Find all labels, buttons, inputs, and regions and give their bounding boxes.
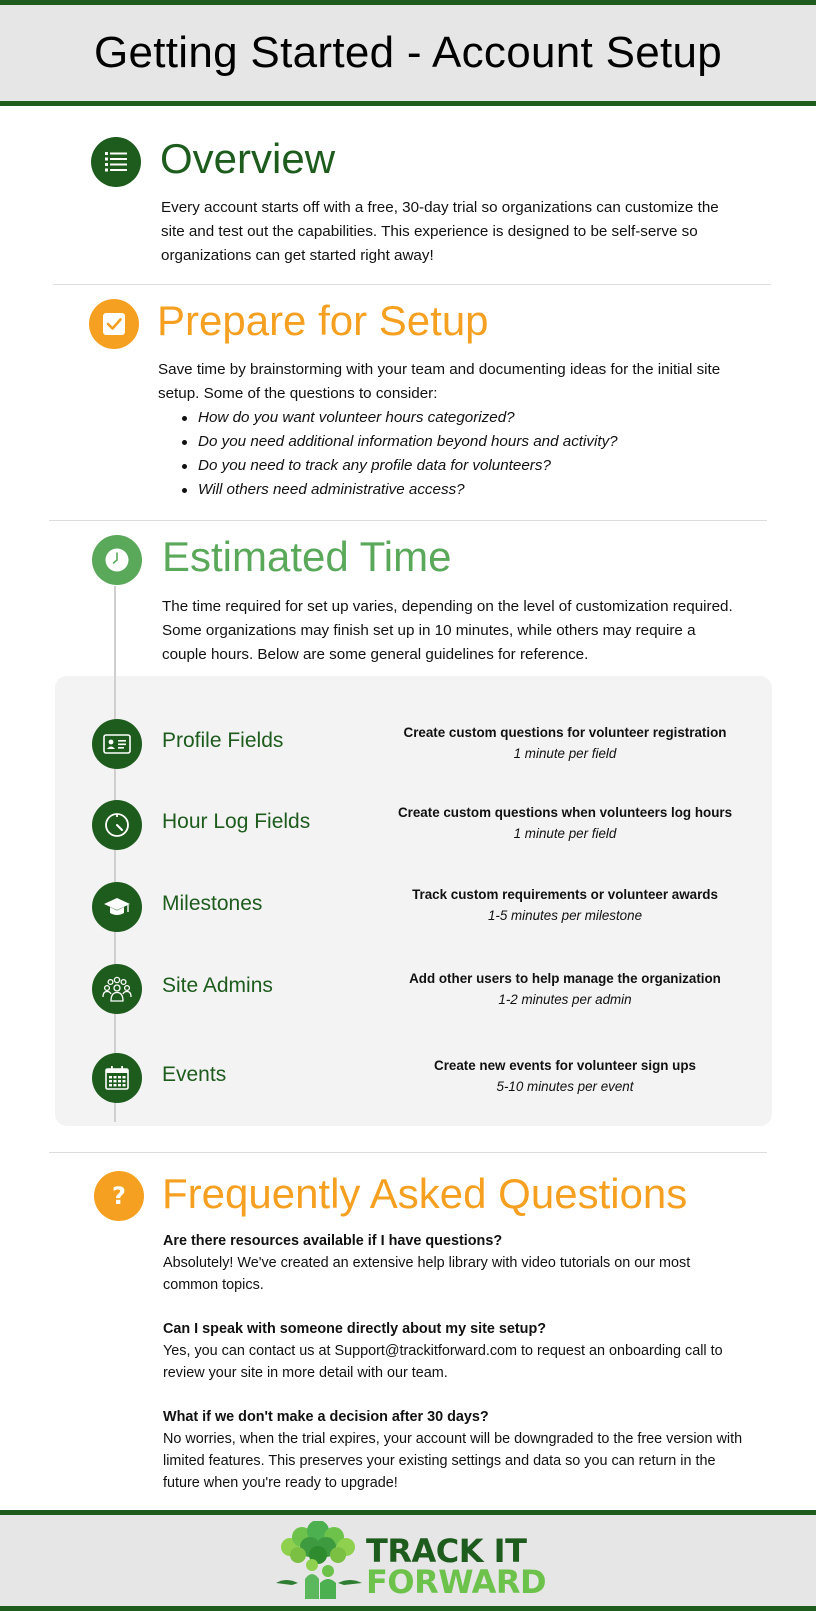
- logo-text-line1: TRACK IT: [366, 1532, 527, 1570]
- row-desc-time: 1-2 minutes per admin: [498, 992, 632, 1007]
- row-desc-site-admins: [380, 968, 750, 1010]
- list-item: Do you need additional information beyond hours and activity?: [158, 430, 758, 454]
- group-icon: [92, 964, 142, 1014]
- faq-answer: Absolutely! We've created an extensive help library with video tutorials on our most common topics.: [163, 1255, 691, 1293]
- faq-item: [163, 1230, 743, 1296]
- page-header: [0, 0, 816, 106]
- section-divider: [53, 284, 771, 285]
- faq-answer: Yes, you can contact us at Support@trackitforward.com to request an onboarding call to review your site in more detail with our team.: [163, 1343, 723, 1381]
- section-divider: [49, 520, 767, 521]
- estimated-title: Estimated Time: [162, 533, 452, 580]
- section-divider: [49, 1152, 767, 1153]
- faq-answer: No worries, when the trial expires, your account will be downgraded to the free version with limited features. This preserves your existing settings and data so you can return in the future when you're ready to upgrade!: [163, 1431, 743, 1491]
- list-item: Do you need to track any profile data for volunteers?: [158, 454, 758, 478]
- row-desc-time: 1-5 minutes per milestone: [487, 908, 643, 923]
- timeline-line: [114, 586, 116, 1122]
- row-desc-time: 1 minute per field: [513, 746, 617, 761]
- tree-people-logo-icon: [272, 1521, 364, 1601]
- faq-title: Frequently Asked Questions: [162, 1170, 688, 1217]
- row-desc-time: 5-10 minutes per event: [496, 1079, 634, 1094]
- list-item: How do you want volunteer hours categorized?: [158, 406, 758, 430]
- list-item: Will others need administrative access?: [158, 478, 758, 502]
- row-desc-milestones: [380, 884, 750, 926]
- prepare-text: Save time by brainstorming with your team and documenting ideas for the initial site setup. Some of the questions to consider:: [158, 361, 721, 402]
- faq-question: What if we don't make a decision after 30 days?: [163, 1409, 489, 1425]
- faq-item: [163, 1318, 743, 1384]
- calendar-icon: [92, 1053, 142, 1103]
- row-label-events: Events: [162, 1063, 227, 1086]
- question-glyph: ?: [112, 1182, 126, 1210]
- overview-text: Every account starts off with a free, 30-day trial so organizations can customize the site and test out the capabilities. This experience is designed to be self-serve so organizations can get started right away!: [161, 199, 719, 264]
- question-icon: [94, 1171, 144, 1221]
- stopwatch-icon: [92, 800, 142, 850]
- row-label-site-admins: Site Admins: [162, 974, 273, 997]
- estimated-text: The time required for set up varies, depending on the level of customization required. Some organizations may finish set up in 10 minutes, while others may require a couple hours. Below are some general guidelines for reference.: [162, 598, 733, 663]
- id-card-icon: [92, 719, 142, 769]
- row-desc-title: Add other users to help manage the organization: [409, 971, 721, 986]
- checkbox-icon: [89, 299, 139, 349]
- row-desc-profile-fields: [380, 722, 750, 764]
- row-desc-time: 1 minute per field: [513, 826, 617, 841]
- logo-text-line2: FORWARD: [366, 1563, 547, 1601]
- row-label-milestones: Milestones: [162, 892, 263, 915]
- faq-item: [163, 1406, 743, 1494]
- row-label-profile-fields: Profile Fields: [162, 729, 284, 752]
- page-title: Getting Started - Account Setup: [93, 28, 723, 77]
- list-icon: [91, 137, 141, 187]
- row-desc-title: Create custom questions when volunteers log hours: [397, 805, 733, 820]
- prepare-question-list: [158, 406, 758, 502]
- row-desc-title: Create new events for volunteer sign ups: [434, 1058, 696, 1073]
- row-desc-events: [380, 1055, 750, 1097]
- row-desc-hour-log-fields: [380, 802, 750, 844]
- graduation-cap-icon: [92, 882, 142, 932]
- prepare-title: Prepare for Setup: [157, 297, 489, 344]
- row-desc-title: Create custom questions for volunteer registration: [403, 725, 727, 740]
- overview-title: Overview: [160, 135, 336, 182]
- faq-question: Are there resources available if I have questions?: [163, 1233, 503, 1249]
- row-desc-title: Track custom requirements or volunteer awards: [412, 887, 718, 902]
- page-footer: [0, 1510, 816, 1611]
- clock-icon: [92, 535, 142, 585]
- faq-question: Can I speak with someone directly about my site setup?: [163, 1321, 547, 1337]
- row-label-hour-log-fields: Hour Log Fields: [162, 810, 311, 833]
